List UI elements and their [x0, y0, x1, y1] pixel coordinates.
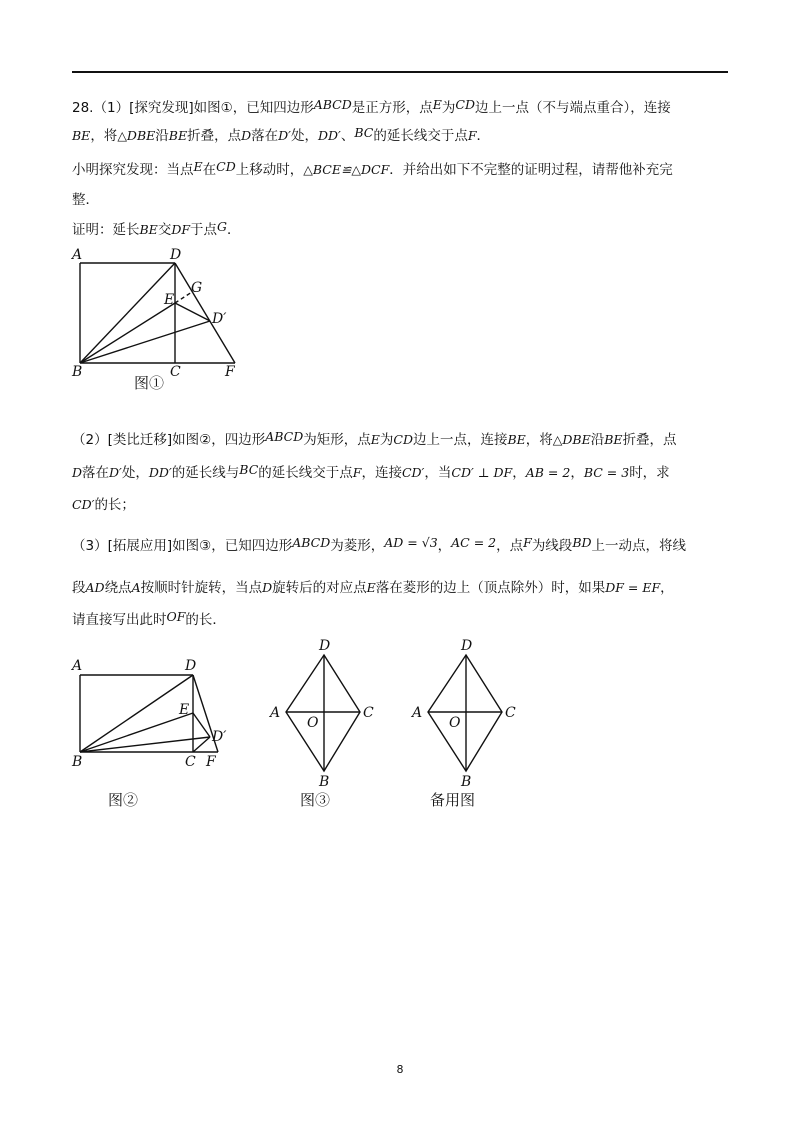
fig2-label-a: A	[72, 658, 83, 674]
fig4-label-a: A	[412, 705, 423, 721]
part1-line1: 28.（1）[探究发现]如图①，已知四边形ABCD是正方形，点E为CD边上一点（不与端点重合），连接	[72, 97, 671, 116]
fig1-label-a: A	[72, 247, 83, 263]
fig2-label-c: C	[185, 754, 196, 770]
part3-line2: 段AD绕点A按顺时针旋转，当点D旋转后的对应点E落在菱形的边上（顶点除外）时，如果DF = EF，	[72, 580, 674, 596]
fig2-label-e: E	[179, 702, 190, 718]
fig3-label-c: C	[363, 705, 374, 721]
fig2-label-d: D	[185, 658, 197, 674]
fig1-label-g: G	[191, 280, 203, 296]
fig4-label-c: C	[505, 705, 516, 721]
fig3-label-b: B	[319, 774, 330, 790]
fig3-label-a: A	[270, 705, 281, 721]
part3-line1: （3）[拓展应用]如图③，已知四边形ABCD为菱形，AD = √3，AC = 2，点F为线段BD上一动点，将线	[72, 535, 687, 554]
fig1-label-c: C	[170, 364, 181, 380]
fig4-rhombus	[428, 655, 502, 771]
part1-line3: 小明探究发现：当点E在CD上移动时，△BCE≌△DCF．并给出如下不完整的证明过程，请帮他补充完	[72, 159, 673, 178]
header-rule	[72, 71, 728, 73]
page-number: 8	[396, 1063, 404, 1076]
fig3-label-o: O	[307, 715, 319, 731]
fig2-line-edp	[193, 713, 210, 737]
part2-line3: CD′的长；	[72, 497, 135, 513]
fig1-label-dprime: D′	[212, 311, 227, 327]
fig3-rhombus	[286, 655, 360, 771]
part3-line3: 请直接写出此时OF的长．	[72, 609, 226, 628]
fig1-label-b: B	[72, 364, 83, 380]
fig3-caption: 图③	[300, 791, 331, 809]
fig1-label-e: E	[164, 292, 175, 308]
fig3-label-d: D	[319, 638, 331, 654]
part2-line2: D落在D′处，DD′的延长线与BC的延长线交于点F，连接CD′，当CD′ ⊥ DF，AB = 2，BC = 3时，求	[72, 462, 670, 481]
figure-3	[264, 633, 384, 793]
fig1-dashed-eg	[175, 292, 192, 303]
figure-spare	[406, 633, 526, 793]
fig1-label-d: D	[170, 247, 182, 263]
part1-line2: BE，将△DBE沿BE折叠，点D落在D′处，DD′、BC的延长线交于点F．	[72, 125, 491, 144]
figure-2	[60, 650, 250, 775]
part2-line1: （2）[类比迁移]如图②，四边形ABCD为矩形，点E为CD边上一点，连接BE，将△DBE沿BE折叠，点	[72, 429, 677, 448]
fig4-label-o: O	[449, 715, 461, 731]
part1-line4: 整．	[72, 192, 99, 208]
fig2-label-dprime: D′	[212, 729, 227, 745]
fig4-label-d: D	[461, 638, 473, 654]
fig1-caption: 图①	[134, 374, 165, 392]
fig1-label-f: F	[225, 364, 235, 380]
part1-proof: 证明：延长BE交DF于点G．	[72, 219, 241, 238]
fig2-caption: 图②	[108, 791, 139, 809]
fig4-caption: 备用图	[430, 791, 476, 809]
fig4-label-b: B	[461, 774, 472, 790]
fig2-label-f: F	[206, 754, 216, 770]
fig2-label-b: B	[72, 754, 83, 770]
